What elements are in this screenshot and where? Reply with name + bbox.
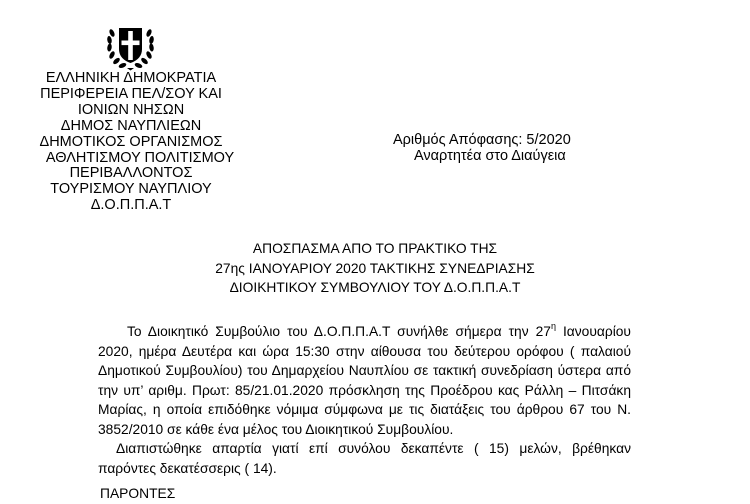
issuer-line: ΙΟΝΙΩΝ ΝΗΣΩΝ bbox=[77, 101, 185, 118]
issuer-line: ΠΕΡΙΒΑΛΛΟΝΤΟΣ bbox=[69, 165, 193, 182]
issuer-line: ΑΘΛΗΤΙΣΜΟΥ ΠΟΛΙΤΙΣΜΟΥ bbox=[45, 149, 235, 166]
quorum-paragraph: Διαπιστώθηκε απαρτία γιατί επί συνόλου δεκαπέντε ( 15) μελών, βρέθηκαν παρόντες δεκατέσσερις ( 14). bbox=[98, 441, 631, 476]
issuer-line: ΠΕΡΙΦΕΡΕΙΑ ΠΕΛ/ΣΟΥ ΚΑΙ bbox=[40, 85, 222, 102]
issuer-line: ΔΗΜΟΣ ΝΑΥΠΛΙΕΩΝ bbox=[60, 117, 202, 134]
decision-reference bbox=[393, 133, 571, 164]
hellenic-republic-emblem-icon bbox=[103, 19, 158, 71]
present-members-heading: ΠΑΡΟΝΤΕΣ bbox=[100, 486, 176, 501]
issuer-header bbox=[0, 71, 262, 214]
issuer-line: ΕΛΛΗΝΙΚΗ ΔΗΜΟΚΡΑΤΙΑ bbox=[45, 70, 217, 86]
document-title bbox=[0, 239, 750, 298]
minutes-body bbox=[98, 322, 631, 478]
decision-number: Αριθμός Απόφασης: 5/2020 bbox=[393, 132, 571, 148]
meeting-paragraph-start: Το Διοικητικό Συμβούλιο του Δ.Ο.Π.Π.Α.Τ συνήλθε σήμερα την 27 bbox=[127, 324, 551, 339]
meeting-paragraph-rest: Ιανουαρίου 2020, ημέρα Δευτέρα και ώρα 15:30 στην αίθουσα του δεύτερου ορόφου ( παλαιού Δημοτικού Συμβουλίου) του Δημαρχείου Ναυπλίου σε τακτική συνεδρίαση ύστερα από την υπ’ αριθμ. Πρωτ: 85/21.01.2020 πρόσκληση της Προέδρου κας Ράλλη – Πιτσάκη Μαρίας, η οποία επιδόθηκε νόμιμα σύμφωνα με τις διατάξεις του άρθρου 67 του Ν. 3852/2010 σε κάθε ένα μέλος του Διοικητικού Συμβουλίου. bbox=[98, 324, 631, 437]
ordinal-suffix: η bbox=[550, 321, 556, 331]
issuer-line: ΔΗΜΟΤΙΚΟΣ ΟΡΓΑΝΙΣΜΟΣ bbox=[39, 133, 223, 150]
title-line: ΑΠΟΣΠΑΣΜΑ ΑΠΟ ΤΟ ΠΡΑΚΤΙΚΟ ΤΗΣ bbox=[252, 241, 498, 256]
meeting-paragraph bbox=[98, 322, 631, 439]
title-line: ΔΙΟΙΚΗΤΙΚΟΥ ΣΥΜΒΟΥΛΙΟΥ ΤΟΥ Δ.Ο.Π.Π.Α.Τ bbox=[229, 280, 521, 295]
issuer-line: Δ.Ο.Π.Π.Α.Τ bbox=[90, 197, 172, 214]
diavgeia-posting-note: Αναρτητέα στο Διαύγεια bbox=[414, 147, 566, 164]
title-line: 27ης ΙΑΝΟΥΑΡΙΟΥ 2020 ΤΑΚΤΙΚΗΣ ΣΥΝΕΔΡΙΑΣΗΣ bbox=[215, 260, 535, 276]
issuer-line: ΤΟΥΡΙΣΜΟΥ ΝΑΥΠΛΙΟΥ bbox=[50, 181, 212, 198]
